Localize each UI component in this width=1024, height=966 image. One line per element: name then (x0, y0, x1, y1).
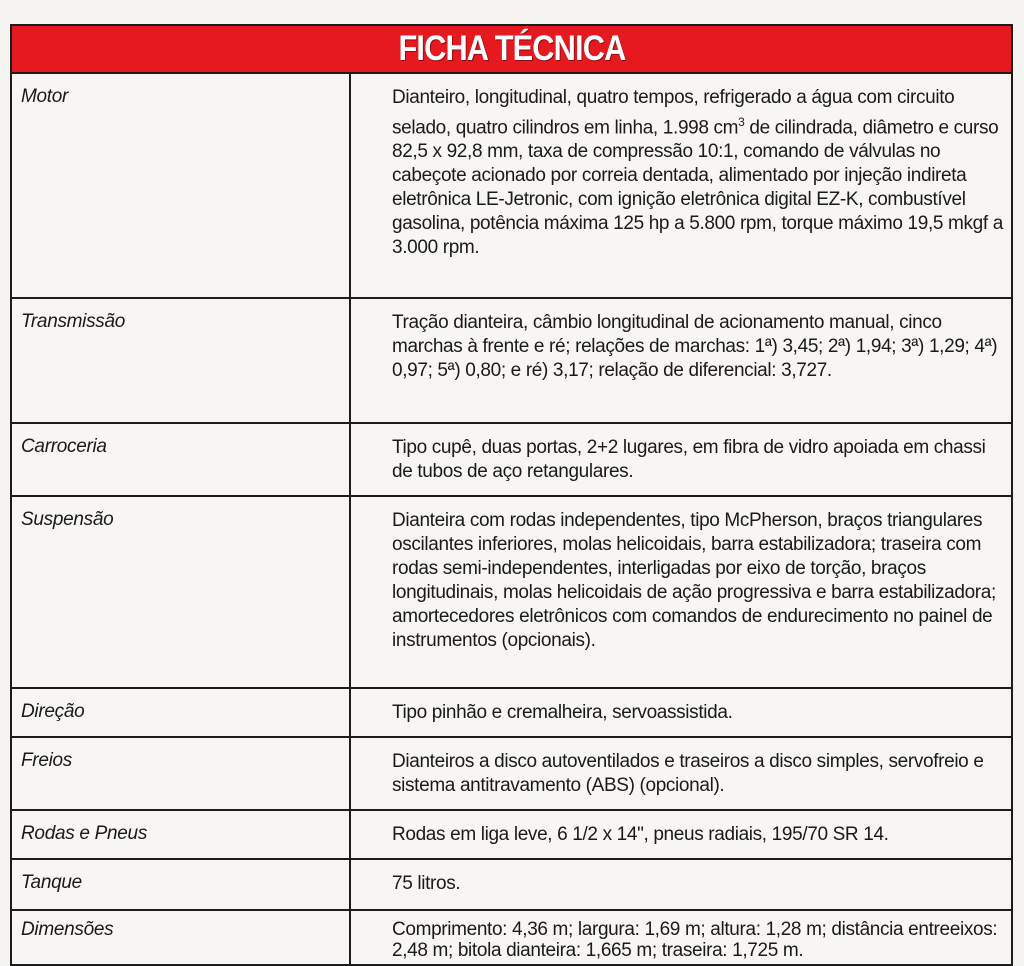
spec-value: Dianteira com rodas independentes, tipo McPherson, braços triangulares oscilantes inferiores, molas helicoidais, barra estabilizadora; traseira com rodas semi-independentes, interligadas por eixo de torção, braços longitudinais, molas helicoidais de ação progressiva e barra estabilizadora; amortecedores eletrônicos com comandos de endurecimento no painel de instrumentos (opcionais). (350, 496, 1011, 688)
spec-sheet (10, 24, 1013, 966)
spec-row-dimensoes (12, 910, 1011, 964)
spec-label: Rodas e Pneus (12, 810, 350, 859)
spec-row-tanque (12, 859, 1011, 910)
spec-label: Carroceria (12, 423, 350, 496)
spec-value: Tipo pinhão e cremalheira, servoassistida. (350, 688, 1011, 737)
spec-value: Rodas em liga leve, 6 1/2 x 14", pneus radiais, 195/70 SR 14. (350, 810, 1011, 859)
spec-row-transmissao (12, 298, 1011, 423)
spec-row-direcao (12, 688, 1011, 737)
spec-table (12, 74, 1011, 964)
spec-row-freios (12, 737, 1011, 810)
spec-value (350, 74, 1011, 298)
spec-label: Dimensões (12, 910, 350, 964)
spec-label: Transmissão (12, 298, 350, 423)
spec-value: Dianteiros a disco autoventilados e traseiros a disco simples, servofreio e sistema antitravamento (ABS) (opcional). (350, 737, 1011, 810)
spec-value: Tipo cupê, duas portas, 2+2 lugares, em fibra de vidro apoiada em chassi de tubos de aço retangulares. (350, 423, 1011, 496)
spec-value: Tração dianteira, câmbio longitudinal de acionamento manual, cinco marchas à frente e ré; relações de marchas: 1ª) 3,45; 2ª) 1,94; 3ª) 1,29; 4ª) 0,97; 5ª) 0,80; e ré) 3,17; relação de diferencial: 3,727. (350, 298, 1011, 423)
spec-label: Freios (12, 737, 350, 810)
spec-label: Tanque (12, 859, 350, 910)
page-title: FICHA TÉCNICA (398, 29, 625, 68)
superscript-cube: 3 (738, 115, 745, 129)
title-banner (12, 26, 1011, 74)
spec-row-carroceria (12, 423, 1011, 496)
spec-value-text: de cilindrada, diâmetro e curso 82,5 x 92,8 mm, taxa de compressão 10:1, comando de válvulas no cabeçote acionado por correia dentada, alimentado por injeção indireta eletrônica LE-Jetronic, com ignição eletrônica digital EZ-K, combustível gasolina, potência máxima 125 hp a 5.800 rpm, torque máximo 19,5 mkgf a 3.000 rpm. (392, 117, 1003, 259)
spec-row-motor (12, 74, 1011, 298)
spec-value: 75 litros. (350, 859, 1011, 910)
spec-label: Direção (12, 688, 350, 737)
spec-value-text: Dianteiro, longitudinal, quatro tempos, refrigerado a água com circuito selado, quatro cilindros em linha, 1.998 cm (392, 87, 955, 139)
spec-value: Comprimento: 4,36 m; largura: 1,69 m; altura: 1,28 m; distância entreeixos: 2,48 m; bitola dianteira: 1,665 m; traseira: 1,725 m. (350, 910, 1011, 964)
spec-row-suspensao (12, 496, 1011, 688)
spec-row-rodas-pneus (12, 810, 1011, 859)
spec-label: Suspensão (12, 496, 350, 688)
spec-label: Motor (12, 74, 350, 298)
